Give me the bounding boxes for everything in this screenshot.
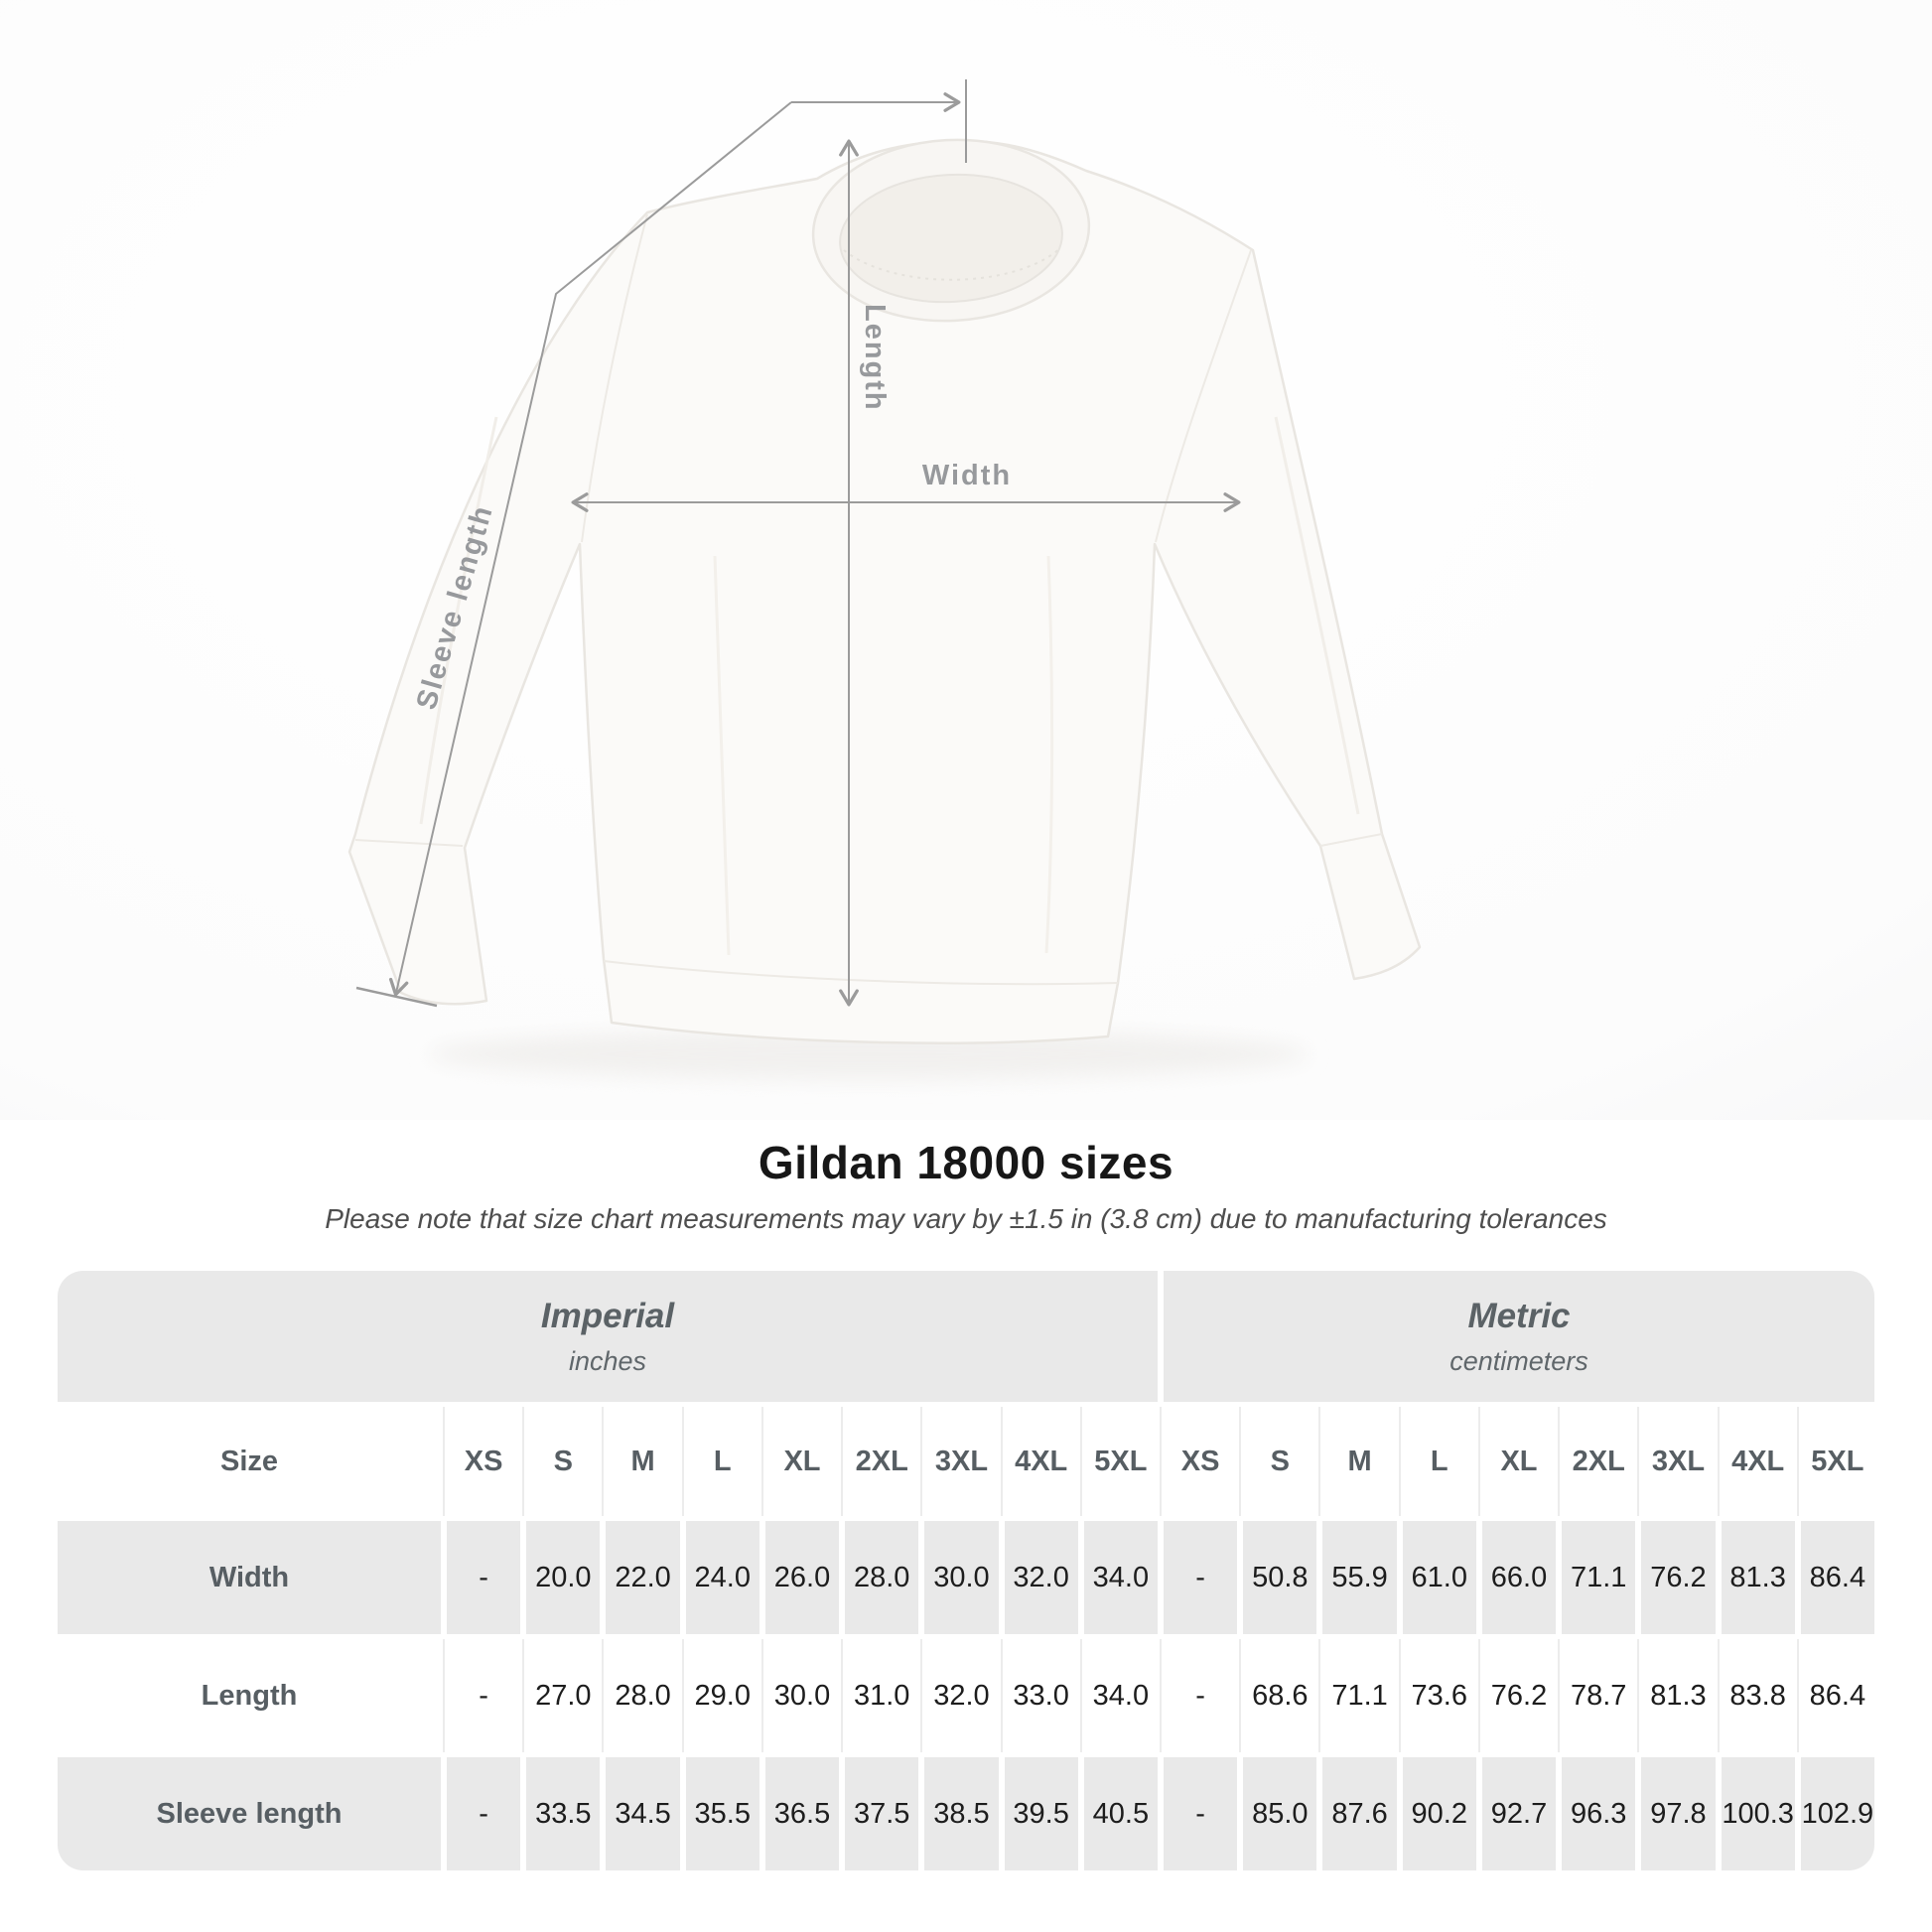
value-cell: 66.0 [1482, 1521, 1556, 1634]
size-column-header: Size [58, 1407, 441, 1516]
value-cell: 40.5 [1084, 1757, 1158, 1870]
value-cell: 100.3 [1722, 1757, 1795, 1870]
metric-unit-label: centimeters [1449, 1345, 1588, 1376]
value-cell: 83.8 [1722, 1639, 1795, 1752]
value-cell: 39.5 [1005, 1757, 1078, 1870]
value-cell: 22.0 [606, 1521, 679, 1634]
value-cell: 68.6 [1243, 1639, 1316, 1752]
value-cell: 38.5 [924, 1757, 998, 1870]
page-title: Gildan 18000 sizes [758, 1137, 1174, 1188]
value-cell: 71.1 [1322, 1639, 1396, 1752]
value-cell: 50.8 [1243, 1521, 1316, 1634]
value-cell: 31.0 [845, 1639, 918, 1752]
imperial-size-header: 2XL [845, 1407, 918, 1516]
imperial-label: Imperial [540, 1296, 675, 1335]
value-cell: 30.0 [765, 1639, 839, 1752]
metric-size-header: 4XL [1722, 1407, 1795, 1516]
value-cell: 20.0 [526, 1521, 600, 1634]
sleeve-length-measure-label: Sleeve length [410, 500, 500, 714]
value-cell: 86.4 [1801, 1521, 1874, 1634]
value-cell: 29.0 [686, 1639, 759, 1752]
metric-label: Metric [1467, 1296, 1571, 1335]
value-cell: 34.0 [1084, 1639, 1158, 1752]
value-cell: 97.8 [1641, 1757, 1715, 1870]
value-cell: 35.5 [686, 1757, 759, 1870]
imperial-size-header: M [606, 1407, 679, 1516]
value-cell: 90.2 [1403, 1757, 1476, 1870]
value-cell: 34.0 [1084, 1521, 1158, 1634]
value-cell: 96.3 [1562, 1757, 1635, 1870]
imperial-size-header: XS [447, 1407, 520, 1516]
row-label: Width [58, 1521, 441, 1634]
metric-group-header [1164, 1271, 1874, 1402]
metric-size-header: XL [1482, 1407, 1556, 1516]
width-measure-label: Width [921, 460, 1013, 491]
imperial-size-header: S [526, 1407, 600, 1516]
value-cell: - [1164, 1639, 1237, 1752]
value-cell: 27.0 [526, 1639, 600, 1752]
value-cell: 81.3 [1641, 1639, 1715, 1752]
value-cell: 33.0 [1005, 1639, 1078, 1752]
value-cell: 26.0 [765, 1521, 839, 1634]
value-cell: 85.0 [1243, 1757, 1316, 1870]
imperial-size-header: XL [765, 1407, 839, 1516]
value-cell: 55.9 [1322, 1521, 1396, 1634]
value-cell: 37.5 [845, 1757, 918, 1870]
value-cell: - [1164, 1757, 1237, 1870]
value-cell: - [447, 1757, 520, 1870]
value-cell: 76.2 [1482, 1639, 1556, 1752]
value-cell: 76.2 [1641, 1521, 1715, 1634]
value-cell: 102.9 [1801, 1757, 1874, 1870]
imperial-group-header [58, 1271, 1158, 1402]
imperial-size-header: L [686, 1407, 759, 1516]
value-cell: - [447, 1521, 520, 1634]
metric-size-header: 2XL [1562, 1407, 1635, 1516]
value-cell: - [1164, 1521, 1237, 1634]
value-cell: 30.0 [924, 1521, 998, 1634]
value-cell: 92.7 [1482, 1757, 1556, 1870]
value-cell: - [447, 1639, 520, 1752]
imperial-unit-label: inches [568, 1345, 647, 1376]
value-cell: 87.6 [1322, 1757, 1396, 1870]
imperial-size-header: 4XL [1005, 1407, 1078, 1516]
metric-size-header: 5XL [1801, 1407, 1874, 1516]
metric-size-header: M [1322, 1407, 1396, 1516]
metric-size-header: L [1403, 1407, 1476, 1516]
value-cell: 73.6 [1403, 1639, 1476, 1752]
value-cell: 81.3 [1722, 1521, 1795, 1634]
value-cell: 24.0 [686, 1521, 759, 1634]
imperial-size-header: 5XL [1084, 1407, 1158, 1516]
metric-size-header: XS [1164, 1407, 1237, 1516]
value-cell: 28.0 [606, 1639, 679, 1752]
value-cell: 36.5 [765, 1757, 839, 1870]
metric-size-header: S [1243, 1407, 1316, 1516]
value-cell: 78.7 [1562, 1639, 1635, 1752]
value-cell: 34.5 [606, 1757, 679, 1870]
value-cell: 86.4 [1801, 1639, 1874, 1752]
size-table [58, 1271, 1874, 1870]
value-cell: 61.0 [1403, 1521, 1476, 1634]
tolerance-note: Please note that size chart measurements may vary by ±1.5 in (3.8 cm) due to manufacturing tolerances [325, 1203, 1607, 1234]
length-measure-label: Length [859, 304, 891, 412]
value-cell: 33.5 [526, 1757, 600, 1870]
row-label: Length [58, 1639, 441, 1752]
value-cell: 32.0 [924, 1639, 998, 1752]
value-cell: 32.0 [1005, 1521, 1078, 1634]
value-cell: 71.1 [1562, 1521, 1635, 1634]
imperial-size-header: 3XL [924, 1407, 998, 1516]
row-label: Sleeve length [58, 1757, 441, 1870]
value-cell: 28.0 [845, 1521, 918, 1634]
metric-size-header: 3XL [1641, 1407, 1715, 1516]
